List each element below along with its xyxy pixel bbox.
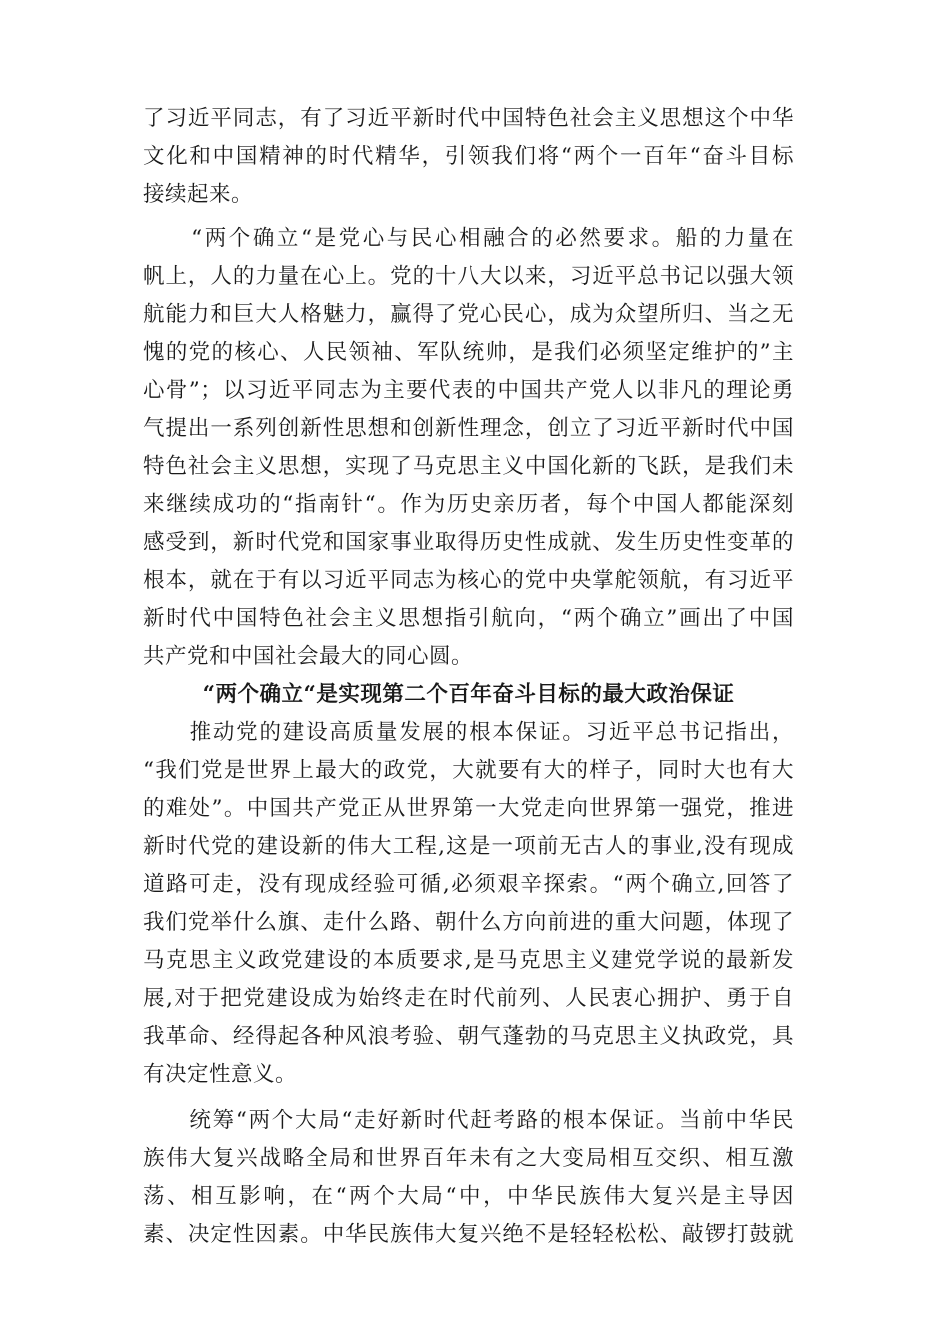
intro-paragraph bbox=[143, 100, 794, 214]
text-line: 有决定性意义。 bbox=[143, 1062, 298, 1087]
text-line: 了习近平同志，有了习近平新时代中国特色社会主义思想这个中华 bbox=[143, 106, 794, 131]
text-line: 我革命、经得起各种风浪考验、朝气蓬勃的马克思主义执政党，具 bbox=[143, 1024, 794, 1049]
paragraph-two-overall-situations bbox=[143, 1102, 794, 1254]
section-heading: “两个确立“是实现第二个百年奋斗目标的最大政治保证 bbox=[202, 682, 735, 707]
text-line: “两个确立“是党心与民心相融合的必然要求。船的力量在 bbox=[143, 226, 794, 251]
text-line: 统筹“两个大局“走好新时代赶考路的根本保证。当前中华民 bbox=[143, 1108, 794, 1133]
text-line: 新时代中国特色社会主义思想指引航向，“两个确立”画出了中国 bbox=[143, 606, 794, 631]
text-line: 荡、相互影响，在“两个大局“中，中华民族伟大复兴是主导因 bbox=[143, 1184, 794, 1209]
text-line: 素、决定性因素。中华民族伟大复兴绝不是轻轻松松、敲锣打鼓就 bbox=[143, 1222, 794, 1247]
text-line: 共产党和中国社会最大的同心圆。 bbox=[143, 644, 474, 669]
paragraph-two-establishments bbox=[143, 220, 794, 676]
text-line: 根本，就在于有以习近平同志为核心的党中央掌舵领航，有习近平 bbox=[143, 568, 794, 593]
text-line: 特色社会主义思想，实现了马克思主义中国化新的飞跃，是我们未 bbox=[143, 454, 794, 479]
text-line: 我们党举什么旗、走什么路、朝什么方向前进的重大问题，体现了 bbox=[143, 910, 794, 935]
text-line: 道路可走，没有现成经验可循,必须艰辛探索。“两个确立,回答了 bbox=[143, 872, 794, 897]
document-page bbox=[143, 100, 794, 1254]
text-line: 的难处”。中国共产党正从世界第一大党走向世界第一强党，推进 bbox=[143, 796, 794, 821]
text-line: 感受到，新时代党和国家事业取得历史性成就、发生历史性变革的 bbox=[143, 530, 794, 555]
text-line: 推动党的建设高质量发展的根本保证。习近平总书记指出， bbox=[143, 720, 794, 745]
text-line: 展,对于把党建设成为始终走在时代前列、人民衷心拥护、勇于自 bbox=[143, 986, 794, 1011]
text-line: 心骨”；以习近平同志为主要代表的中国共产党人以非凡的理论勇 bbox=[143, 378, 794, 403]
text-line: 新时代党的建设新的伟大工程,这是一项前无古人的事业,没有现成 bbox=[143, 834, 794, 859]
text-line: “我们党是世界上最大的政党，大就要有大的样子，同时大也有大 bbox=[143, 758, 794, 783]
text-line: 接续起来。 bbox=[143, 182, 254, 207]
text-line: 马克思主义政党建设的本质要求,是马克思主义建党学说的最新发 bbox=[143, 948, 794, 973]
text-line: 来继续成功的“指南针“。作为历史亲历者，每个中国人都能深刻 bbox=[143, 492, 794, 517]
text-line: 航能力和巨大人格魅力，赢得了党心民心，成为众望所归、当之无 bbox=[143, 302, 794, 327]
text-line: 愧的党的核心、人民领袖、军队统帅，是我们必须坚定维护的”主 bbox=[143, 340, 794, 365]
text-line: 帆上，人的力量在心上。党的十八大以来，习近平总书记以强大领 bbox=[143, 264, 794, 289]
text-line: 文化和中国精神的时代精华，引领我们将“两个一百年“奋斗目标 bbox=[143, 144, 794, 169]
paragraph-party-building bbox=[143, 714, 794, 1094]
text-line: 气提出一系列创新性思想和创新性理念，创立了习近平新时代中国 bbox=[143, 416, 794, 441]
text-line: 族伟大复兴战略全局和世界百年未有之大变局相互交织、相互激 bbox=[143, 1146, 794, 1171]
